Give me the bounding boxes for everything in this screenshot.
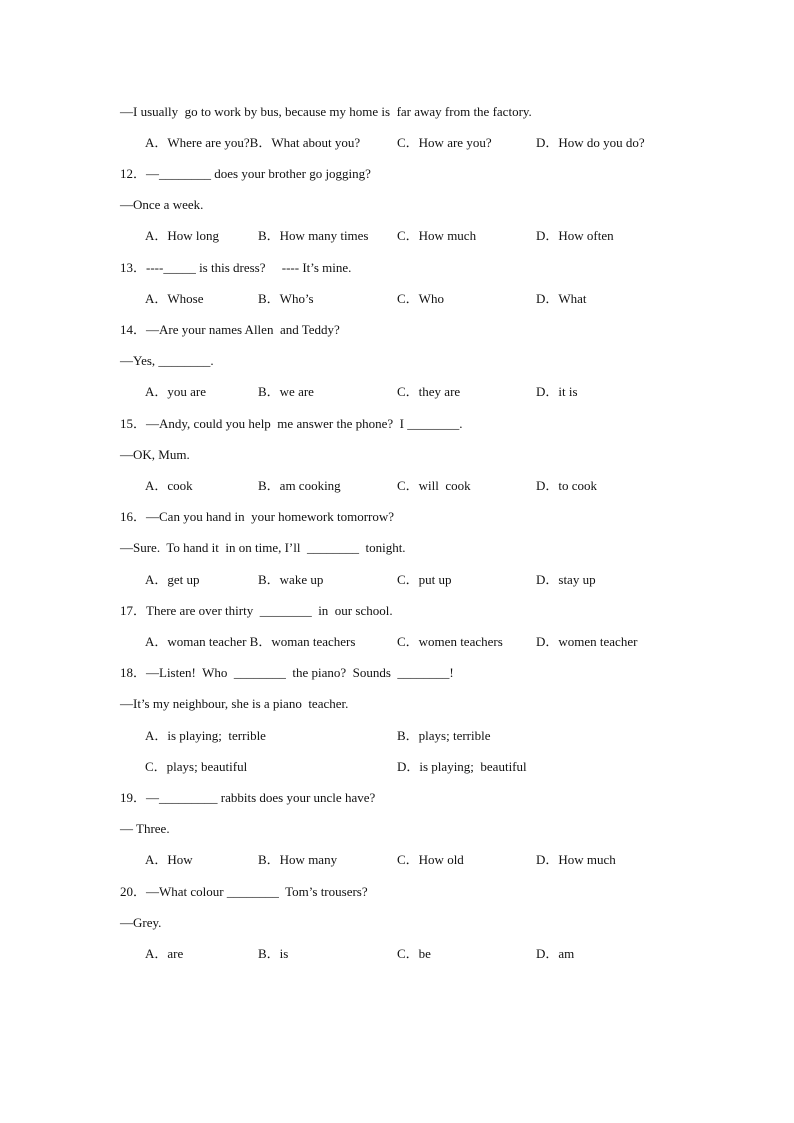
q16-option-c: C．put up <box>397 572 452 587</box>
q19-option-b: B．How many <box>258 852 338 867</box>
q17-question: 17．There are over thirty ________ in our school. <box>120 603 393 618</box>
q13-question: 13．----_____ is this dress? ---- It’s mine. <box>120 260 352 275</box>
q14-answer-line: —Yes, ________. <box>120 353 214 368</box>
q11-answer-line: —I usually go to work by bus, because my home is far away from the factory. <box>120 104 532 119</box>
q15-question: 15．—Andy, could you help me answer the phone? I ________. <box>120 416 463 431</box>
q16-question: 16．—Can you hand in your homework tomorrow? <box>120 509 395 524</box>
q18-answer-line: —It’s my neighbour, she is a piano teacher. <box>120 696 349 711</box>
q15-option-d: D．to cook <box>536 478 598 493</box>
q20-option-c: C．be <box>397 946 431 961</box>
q19-question: 19．—_________ rabbits does your uncle have? <box>120 790 376 805</box>
q15-option-a: A．cook <box>145 478 193 493</box>
q19-answer-line: — Three. <box>120 821 170 836</box>
q16-option-d: D．stay up <box>536 572 596 587</box>
q20-option-a: A．are <box>145 946 184 961</box>
q19-option-d: D．How much <box>536 852 616 867</box>
q16-option-a: A．get up <box>145 572 200 587</box>
q11-option-ab: A．Where are you?B．What about you? <box>145 135 361 150</box>
q18-option-b: B．plays; terrible <box>397 728 491 743</box>
q16-answer-line: —Sure. To hand it in on time, I’ll ________ tonight. <box>120 540 406 555</box>
q11-option-c: C．How are you? <box>397 135 492 150</box>
q14-question: 14．—Are your names Allen and Teddy? <box>120 322 340 337</box>
q14-option-a: A．you are <box>145 384 207 399</box>
q20-question: 20．—What colour ________ Tom’s trousers? <box>120 884 368 899</box>
q17-option-ab: A．woman teacher B．woman teachers <box>145 634 356 649</box>
q13-option-b: B．Who’s <box>258 291 314 306</box>
q20-answer-line: —Grey. <box>120 915 162 930</box>
q18-option-d: D．is playing; beautiful <box>397 759 527 774</box>
q12-question: 12．—________ does your brother go jogging? <box>120 166 371 181</box>
q12-option-c: C．How much <box>397 228 477 243</box>
q20-option-d: D．am <box>536 946 575 961</box>
q14-option-d: D．it is <box>536 384 578 399</box>
q18-option-c: C．plays; beautiful <box>145 759 248 774</box>
q15-option-c: C．will cook <box>397 478 471 493</box>
q14-option-c: C．they are <box>397 384 461 399</box>
q13-option-a: A．Whose <box>145 291 204 306</box>
q17-option-d: D．women teacher <box>536 634 638 649</box>
q18-option-a: A．is playing; terrible <box>145 728 266 743</box>
q14-option-b: B．we are <box>258 384 314 399</box>
q12-answer-line: —Once a week. <box>120 197 204 212</box>
q12-option-b: B．How many times <box>258 228 369 243</box>
q20-option-b: B．is <box>258 946 289 961</box>
q17-option-c: C．women teachers <box>397 634 503 649</box>
q16-option-b: B．wake up <box>258 572 324 587</box>
q15-option-b: B．am cooking <box>258 478 341 493</box>
q13-option-c: C．Who <box>397 291 444 306</box>
q13-option-d: D．What <box>536 291 587 306</box>
q12-option-a: A．How long <box>145 228 220 243</box>
q19-option-c: C．How old <box>397 852 464 867</box>
q18-question: 18．—Listen! Who ________ the piano? Sounds ________! <box>120 665 454 680</box>
q19-option-a: A．How <box>145 852 193 867</box>
q15-answer-line: —OK, Mum. <box>120 447 190 462</box>
q12-option-d: D．How often <box>536 228 614 243</box>
q11-option-d: D．How do you do? <box>536 135 645 150</box>
